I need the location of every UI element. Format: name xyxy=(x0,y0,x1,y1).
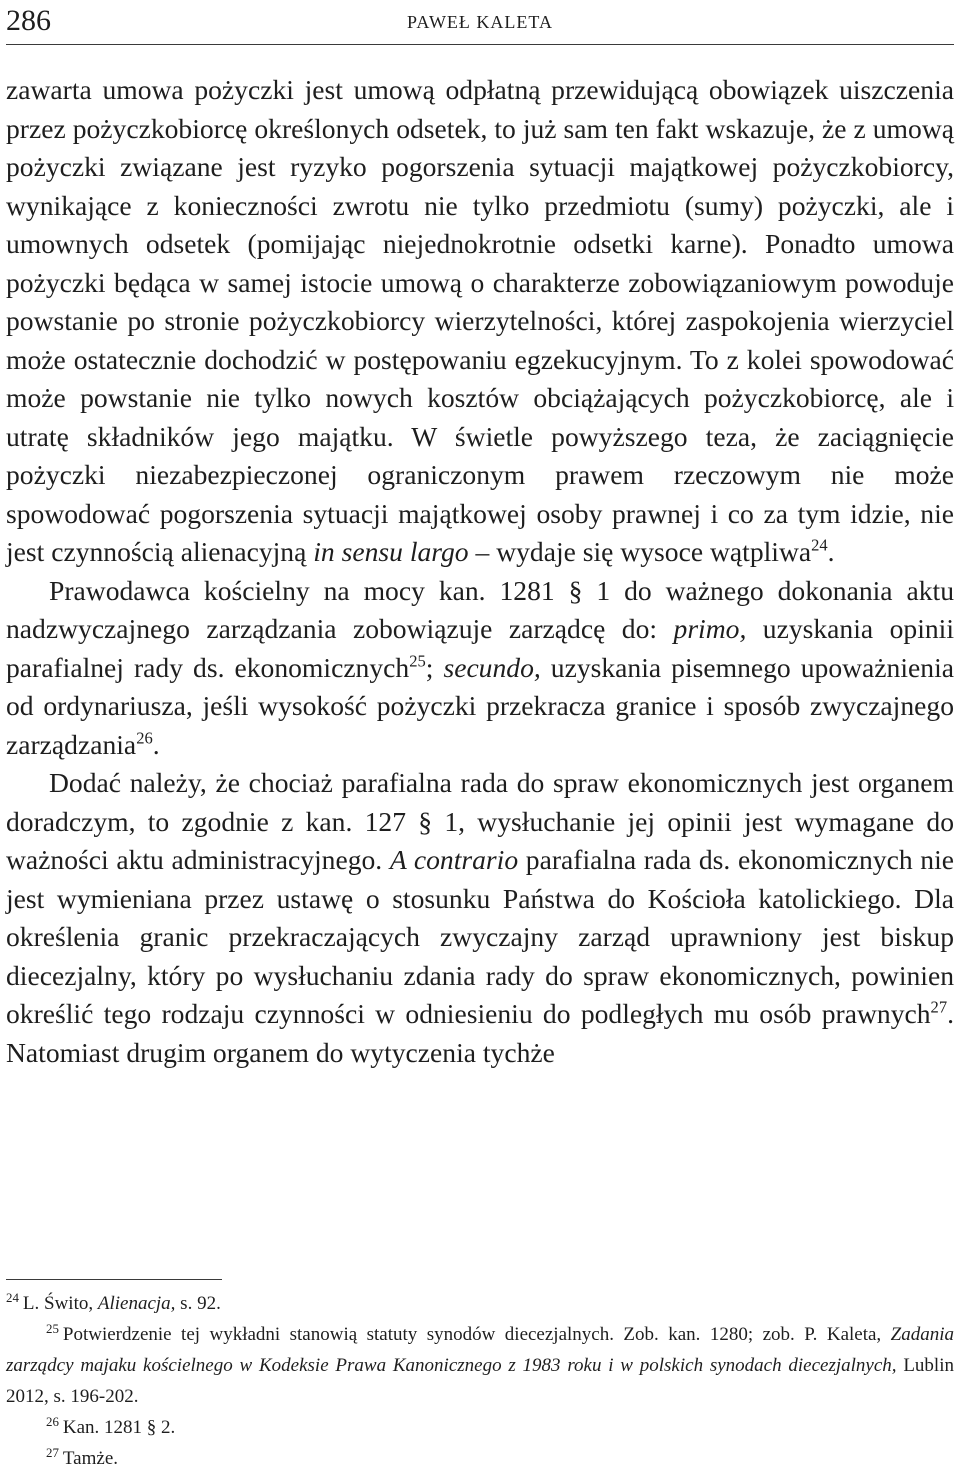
footnote-27 xyxy=(6,1443,954,1474)
paragraph-1-italic: in sensu largo xyxy=(313,536,469,567)
paragraph-3-text-c: . Natomiast drugim organem do wytyczenia tychże xyxy=(6,998,954,1068)
paragraph-2 xyxy=(6,572,954,765)
footnote-ref-26[interactable]: 26 xyxy=(136,727,153,747)
paragraph-2-secundo: secundo, xyxy=(443,651,541,683)
paragraph-2-text: Prawodawca kościelny na mocy kan. 1281 § 1 do ważnego dokonania aktu nadzwyczajnego zarządzania zobowiązuje zarządcę do: xyxy=(6,574,954,644)
footnote-24-italic: Alienacja, xyxy=(97,1293,176,1314)
paragraph-3-text-b: parafialna rada ds. ekonomicznych nie jest wymieniana przez ustawę o stosunku Państwa do Kościoła katolickiego. Dla określenia granic przekraczających zwyczajny zarząd uprawniony jest biskup diecezjalny, który po wysłuchaniu zdania rady do spraw ekonomicznych, powinien określić tego rodzaju czynności w odniesieniu do podległych mu osób prawnych xyxy=(6,844,955,1029)
header-rule xyxy=(6,44,954,45)
footnote-24-number: 24 xyxy=(6,1289,19,1305)
footnotes xyxy=(6,1288,954,1474)
footnote-ref-27[interactable]: 27 xyxy=(930,997,948,1017)
footnote-26-text: Kan. 1281 § 2. xyxy=(62,1417,176,1438)
paragraph-1 xyxy=(6,71,954,572)
paragraph-1-end: . xyxy=(827,536,835,567)
footnote-25-text: Potwierdzenie tej wykładni stanowią statuty synodów diecezjalnych. Zob. kan. 1280; zob. P. Kaleta, xyxy=(62,1324,891,1345)
footnote-25-number: 25 xyxy=(46,1320,59,1336)
footnote-26 xyxy=(6,1412,954,1443)
footnote-rule xyxy=(6,1279,222,1280)
paragraph-1-text: zawarta umowa pożyczki jest umową odpłatną przewidującą obowiązek uiszczenia przez pożyczkobiorcę określonych odsetek, to już sam ten fakt wskazuje, że z umową pożyczki związane jest ryzyko pogorszenia sytuacji majątkowej pożyczkobiorcy, wynikające z konieczności zwrotu nie tylko przedmiotu (sumy) pożyczki, ale i umownych odsetek (pomijając niejednokrotnie odsetki karne). Ponadto umowa pożyczki będąca w samej istocie umową o charakterze zobowiązaniowym powoduje powstanie po stronie pożyczkobiorcy wierzytelności, której zaspokojenia wierzyciel może ostatecznie dochodzić w postępowaniu egzekucyjnym. To z kolei spowodować może powstanie nie tylko nowych kosztów obciążających pożyczkobiorcę, ale i utratę składników jego majątku. W świetle powyższego teza, że zaciągnięcie pożyczki niezabezpieczonej ograniczonym prawem rzeczowym nie może spowodować pogorszenia sytuacji majątkowej osoby prawnej i co za tym idzie, nie jest czynnością alienacyjną xyxy=(6,74,954,567)
paragraph-2-text-c: ; xyxy=(425,651,444,683)
body-text xyxy=(6,71,954,1072)
footnote-26-number: 26 xyxy=(46,1413,59,1429)
paragraph-2-text-b: uzyskania opinii parafialnej rady ds. ekonomicznych xyxy=(6,613,954,683)
paragraph-2-primo: primo, xyxy=(673,613,747,644)
footnote-27-number: 27 xyxy=(46,1444,59,1460)
footnote-25-italic: Zadania zarządcy majaku kościelnego w Kodeksie Prawa Kanonicznego z 1983 roku i w polskich synodach diecezjalnych, xyxy=(6,1324,954,1376)
paragraph-2-end: . xyxy=(152,728,160,760)
page-header xyxy=(6,2,954,40)
footnote-24-text-b: s. 92. xyxy=(175,1293,221,1314)
footnote-24-text: L. Świto, xyxy=(22,1293,98,1314)
footnote-ref-24[interactable]: 24 xyxy=(811,535,828,555)
footnote-25 xyxy=(6,1319,954,1412)
footnote-24 xyxy=(6,1288,954,1319)
footnote-ref-25[interactable]: 25 xyxy=(409,650,426,670)
paragraph-3-italic: A contrario xyxy=(389,844,519,875)
paragraph-3-text: Dodać należy, że chociaż parafialna rada do spraw ekonomicznych jest organem doradczym, to zgodnie z kan. 127 § 1, wysłuchanie jej opinii jest wymagane do ważności aktu administracyjnego. xyxy=(6,767,954,875)
running-head: PAWEŁ KALETA xyxy=(407,12,553,32)
paragraph-2-text-d: uzyskania pisemnego upoważnienia od ordynariusza, jeśli wysokość pożyczki przekracza granice i sposób zwyczajnego zarządzania xyxy=(6,651,954,760)
footnote-25-text-b: Lublin 2012, s. 196-202. xyxy=(6,1355,954,1407)
footnote-27-text: Tamże. xyxy=(62,1448,119,1469)
page-number: 286 xyxy=(6,4,51,37)
paragraph-3 xyxy=(6,764,954,1072)
paragraph-1-text-b: – wydaje się wysoce wątpliwa xyxy=(468,536,812,567)
